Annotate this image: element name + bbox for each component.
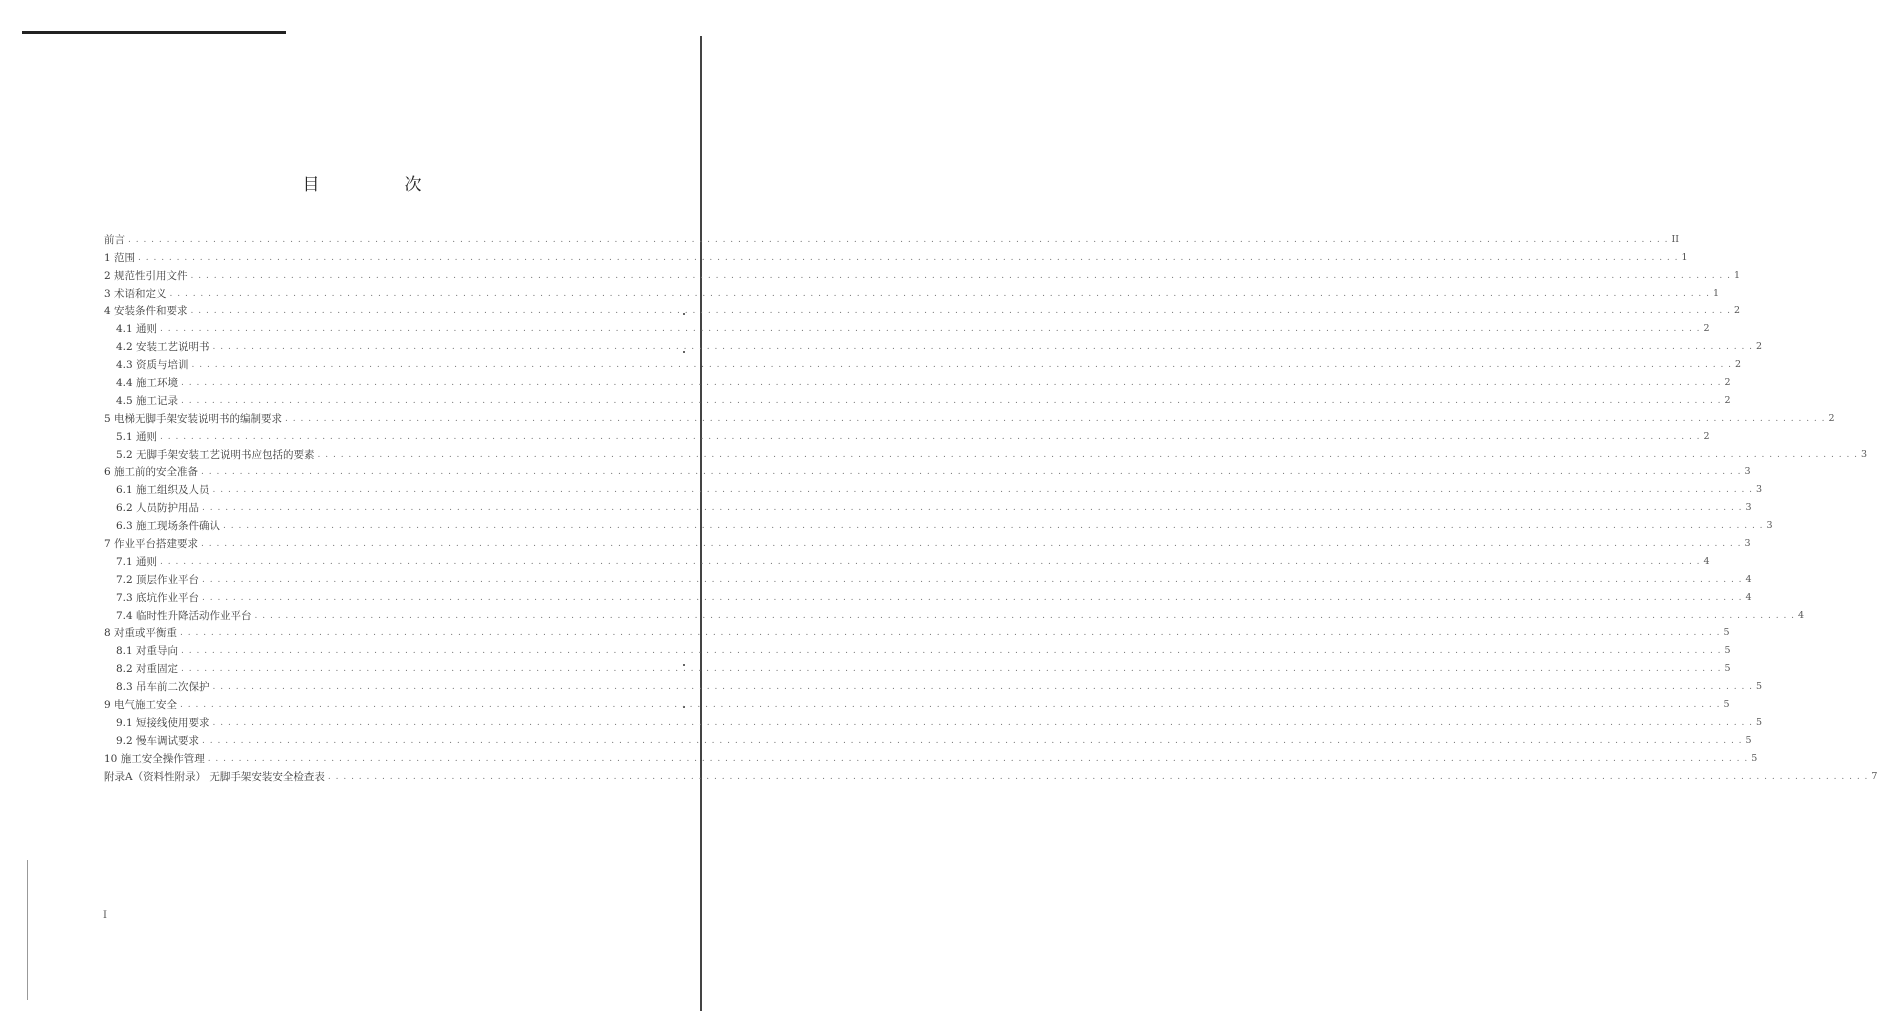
toc-leader-dots: . . . . . . . . . . . . . . . . . . . . . . . . . . . . . . . . . . . . . . . . . . . . . . . . . . . . . . . . . . . . . . . . . . . . . . . . . . . . . . . . . . . . . . . . . . . . . . . . . . . . . . . . . . . . . . . . . . . . . . . . . . . . . . . . . . . . . . . . . . . . . . . . . . . . . . . . . . . . . . . . . . . . . . . . . . . . . . . . . . . . . . . . . . . . . . . . . . . . . . . .	[212, 717, 1754, 728]
toc-entry[interactable]	[104, 264, 1741, 282]
toc-leader-dots: . . . . . . . . . . . . . . . . . . . . . . . . . . . . . . . . . . . . . . . . . . . . . . . . . . . . . . . . . . . . . . . . . . . . . . . . . . . . . . . . . . . . . . . . . . . . . . . . . . . . . . . . . . . . . . . . . . . . . . . . . . . . . . . . . . . . . . . . . . . . . . . . . . . . . . . . . . . . . . . . . . . . . . . . . . . . . . . . . . . . . . . . . . . . . . . . . . . . . . . .	[212, 342, 1754, 353]
toc-entry-label: 7.2 顶层作业平台	[116, 573, 200, 586]
toc-entry[interactable]	[104, 765, 1877, 783]
toc-entry-page: 5	[1745, 734, 1752, 746]
toc-entry-label: 8.3 吊车前二次保护	[116, 681, 210, 694]
toc-entry-label: 4.1 通则	[116, 323, 158, 336]
toc-leader-dots: . . . . . . . . . . . . . . . . . . . . . . . . . . . . . . . . . . . . . . . . . . . . . . . . . . . . . . . . . . . . . . . . . . . . . . . . . . . . . . . . . . . . . . . . . . . . . . . . . . . . . . . . . . . . . . . . . . . . . . . . . . . . . . . . . . . . . . . . . . . . . . . . . . . . . . . . . . . . . . . . . . . . . . . . . . . . . . . . . . . . . . . . . . . . . . . . . . . . . . . .	[212, 682, 1754, 693]
toc-entry-page: 4	[1745, 591, 1752, 603]
toc-entry[interactable]	[104, 693, 1730, 712]
toc-entry[interactable]	[104, 586, 1752, 604]
toc-entry-page: 1	[1681, 251, 1688, 263]
toc-entry-page: 2	[1756, 341, 1763, 353]
toc-leader-dots: . . . . . . . . . . . . . . . . . . . . . . . . . . . . . . . . . . . . . . . . . . . . . . . . . . . . . . . . . . . . . . . . . . . . . . . . . . . . . . . . . . . . . . . . . . . . . . . . . . . . . . . . . . . . . . . . . . . . . . . . . . . . . . . . . . . . . . . . . . . . . . . . . . . . . . . . . . . . . . . . . . . . . . . . . . . . . . . . . . . . . . . . . . . . . . . . . . . . . . . .	[212, 485, 1754, 496]
toc-entry-label: 4.4 施工环境	[116, 377, 179, 390]
toc-entry-page: 3	[1861, 448, 1868, 460]
toc-entry-page: 5	[1756, 681, 1763, 693]
toc-leader-dots: . . . . . . . . . . . . . . . . . . . . . . . . . . . . . . . . . . . . . . . . . . . . . . . . . . . . . . . . . . . . . . . . . . . . . . . . . . . . . . . . . . . . . . . . . . . . . . . . . . . . . . . . . . . . . . . . . . . . . . . . . . . . . . . . . . . . . . . . . . . . . . . . . . . . . . . . . . . . . . . . . . . . . . . . . . . . . . . . . . . . . . . . . . . . . . . . . . . . . . . .	[202, 735, 1743, 746]
toc-entry[interactable]	[104, 514, 1773, 533]
toc-entry-page: 2	[1724, 394, 1731, 406]
toc-leader-dots: . . . . . . . . . . . . . . . . . . . . . . . . . . . . . . . . . . . . . . . . . . . . . . . . . . . . . . . . . . . . . . . . . . . . . . . . . . . . . . . . . . . . . . . . . . . . . . . . . . . . . . . . . . . . . . . . . . . . . . . . . . . . . . . . . . . . . . . . . . . . . . . . . . . . . . . . . . . . . . . . . . . . . . . . . . . . . . . . . . . . . . . . . . . . . . . . . . . . . . . .	[181, 378, 1722, 389]
toc-entry-page: 5	[1751, 752, 1758, 764]
toc-entry-page: 3	[1744, 466, 1751, 478]
toc-leader-dots: . . . . . . . . . . . . . . . . . . . . . . . . . . . . . . . . . . . . . . . . . . . . . . . . . . . . . . . . . . . . . . . . . . . . . . . . . . . . . . . . . . . . . . . . . . . . . . . . . . . . . . . . . . . . . . . . . . . . . . . . . . . . . . . . . . . . . . . . . . . . . . . . . . . . . . . . . . . . . . . . . . . . . . . . . . . . . . . . . . . . . . . . . . . . . . . . . . . . . . . .	[169, 288, 1711, 299]
toc-entry[interactable]	[104, 711, 1763, 729]
toc-leader-dots: . . . . . . . . . . . . . . . . . . . . . . . . . . . . . . . . . . . . . . . . . . . . . . . . . . . . . . . . . . . . . . . . . . . . . . . . . . . . . . . . . . . . . . . . . . . . . . . . . . . . . . . . . . . . . . . . . . . . . . . . . . . . . . . . . . . . . . . . . . . . . . . . . . . . . . . . . . . . . . . . . . . . . . . . . . . . . . . . . . . . . . . . . . . . . . . . . . . . . . . .	[160, 324, 1701, 335]
toc-entry-page: 2	[1828, 412, 1835, 424]
toc-entry[interactable]	[104, 353, 1742, 372]
toc-entry-label: 8.2 对重固定	[116, 663, 179, 676]
toc-leader-dots: . . . . . . . . . . . . . . . . . . . . . . . . . . . . . . . . . . . . . . . . . . . . . . . . . . . . . . . . . . . . . . . . . . . . . . . . . . . . . . . . . . . . . . . . . . . . . . . . . . . . . . . . . . . . . . . . . . . . . . . . . . . . . . . . . . . . . . . . . . . . . . . . . . . . . . . . . . . . . . . . . . . . . . . . . . . . . . . . . . . . . . . . . . . . . . . . . . . . . . . .	[181, 395, 1722, 406]
toc-entry-label: 2 规范性引用文件	[104, 269, 188, 282]
toc-entry-page: 4	[1798, 609, 1805, 621]
toc-entry-page: 5	[1723, 699, 1730, 711]
toc-entry-label: 9.1 短接线使用要求	[116, 716, 210, 729]
page-title: 目 次	[302, 175, 456, 195]
toc-leader-dots: . . . . . . . . . . . . . . . . . . . . . . . . . . . . . . . . . . . . . . . . . . . . . . . . . . . . . . . . . . . . . . . . . . . . . . . . . . . . . . . . . . . . . . . . . . . . . . . . . . . . . . . . . . . . . . . . . . . . . . . . . . . . . . . . . . . . . . . . . . . . . . . . . . . . . . . . . . . . . . . . . . . . . . . . . . . . . . . . . . . . . . . . . . . . . . . . . . . . . . . .	[317, 449, 1859, 460]
toc-entry[interactable]	[104, 496, 1752, 515]
toc-entry-label: 7 作业平台搭建要求	[104, 538, 199, 551]
toc-entry-label: 1 范围	[104, 251, 136, 264]
toc-entry[interactable]	[104, 407, 1835, 425]
toc-entry-page: 4	[1703, 555, 1710, 567]
toc-leader-dots: . . . . . . . . . . . . . . . . . . . . . . . . . . . . . . . . . . . . . . . . . . . . . . . . . . . . . . . . . . . . . . . . . . . . . . . . . . . . . . . . . . . . . . . . . . . . . . . . . . . . . . . . . . . . . . . . . . . . . . . . . . . . . . . . . . . . . . . . . . . . . . . . . . . . . . . . . . . . . . . . . . . . . . . . . . . . . . . . . . . . . . . . . . . . . . . . . . . . . . . .	[201, 539, 1742, 550]
toc-entry[interactable]	[104, 335, 1763, 354]
toc-entry-page: 5	[1723, 627, 1730, 639]
toc-leader-dots: . . . . . . . . . . . . . . . . . . . . . . . . . . . . . . . . . . . . . . . . . . . . . . . . . . . . . . . . . . . . . . . . . . . . . . . . . . . . . . . . . . . . . . . . . . . . . . . . . . . . . . . . . . . . . . . . . . . . . . . . . . . . . . . . . . . . . . . . . . . . . . . . . . . . . . . . . . . . . . . . . . . . . . . . . . . . . . . . . . . . . . . . . . . . . . . . . . . . . . . .	[138, 252, 1679, 263]
toc-entry-label: 6.2 人员防护用品	[116, 502, 200, 515]
toc-entry-label: 4 安装条件和要求	[104, 305, 188, 318]
toc-entry[interactable]	[104, 300, 1741, 318]
toc-entry-label: 6.3 施工现场条件确认	[116, 520, 221, 533]
toc-entry[interactable]	[104, 604, 1805, 622]
toc-entry[interactable]	[104, 425, 1710, 443]
toc-leader-dots: . . . . . . . . . . . . . . . . . . . . . . . . . . . . . . . . . . . . . . . . . . . . . . . . . . . . . . . . . . . . . . . . . . . . . . . . . . . . . . . . . . . . . . . . . . . . . . . . . . . . . . . . . . . . . . . . . . . . . . . . . . . . . . . . . . . . . . . . . . . . . . . . . . . . . . . . . . . . . . . . . . . . . . . . . . . . . . . . . . . . . . . . . . . . . . . . . . . . . . . .	[285, 413, 1826, 424]
toc-entry-label: 7.1 通则	[116, 555, 158, 568]
toc-entry-page: 5	[1724, 663, 1731, 675]
toc-entry-page: 4	[1745, 573, 1752, 585]
toc-entry-label: 附录A（资料性附录） 无脚手架安装安全检查表	[104, 770, 325, 783]
toc-leader-dots: . . . . . . . . . . . . . . . . . . . . . . . . . . . . . . . . . . . . . . . . . . . . . . . . . . . . . . . . . . . . . . . . . . . . . . . . . . . . . . . . . . . . . . . . . . . . . . . . . . . . . . . . . . . . . . . . . . . . . . . . . . . . . . . . . . . . . . . . . . . . . . . . . . . . . . . . . . . . . . . . . . . . . . . . . . . . . . . . . . . . . . . . . . . . . . . . . . . . . . . .	[190, 270, 1732, 281]
toc-entry-label: 6 施工前的安全准备	[104, 466, 199, 479]
toc-entry-page: 3	[1756, 484, 1763, 496]
toc-leader-dots: . . . . . . . . . . . . . . . . . . . . . . . . . . . . . . . . . . . . . . . . . . . . . . . . . . . . . . . . . . . . . . . . . . . . . . . . . . . . . . . . . . . . . . . . . . . . . . . . . . . . . . . . . . . . . . . . . . . . . . . . . . . . . . . . . . . . . . . . . . . . . . . . . . . . . . . . . . . . . . . . . . . . . . . . . . . . . . . . . . . . . . . . . . . . . . . . . . . . . . . .	[190, 306, 1732, 317]
toc-leader-dots: . . . . . . . . . . . . . . . . . . . . . . . . . . . . . . . . . . . . . . . . . . . . . . . . . . . . . . . . . . . . . . . . . . . . . . . . . . . . . . . . . . . . . . . . . . . . . . . . . . . . . . . . . . . . . . . . . . . . . . . . . . . . . . . . . . . . . . . . . . . . . . . . . . . . . . . . . . . . . . . . . . . . . . . . . . . . . . . . . . . . . . . . . . . . . . . . . . . . . . . .	[202, 592, 1743, 603]
toc-entry-page: 2	[1703, 323, 1710, 335]
page-number: I	[103, 910, 107, 921]
toc-entry[interactable]	[104, 729, 1752, 747]
toc-entry-page: 7	[1871, 770, 1877, 782]
toc-entry-label: 4.2 安装工艺说明书	[116, 341, 210, 354]
toc-entry-label: 7.4 临时性升降活动作业平台	[116, 609, 252, 622]
toc-entry-label: 4.3 资质与培训	[116, 359, 189, 372]
toc-entry-page: 2	[1724, 377, 1731, 389]
toc-entry-label: 5.1 通则	[116, 430, 158, 443]
toc-entry-label: 8 对重或平衡重	[104, 627, 178, 640]
toc-leader-dots: . . . . . . . . . . . . . . . . . . . . . . . . . . . . . . . . . . . . . . . . . . . . . . . . . . . . . . . . . . . . . . . . . . . . . . . . . . . . . . . . . . . . . . . . . . . . . . . . . . . . . . . . . . . . . . . . . . . . . . . . . . . . . . . . . . . . . . . . . . . . . . . . . . . . . . . . . . . . . . . . . . . . . . . . . . . . . . . . . . . . . . . . . . . . . . . . . . . . . . . .	[180, 700, 1721, 711]
toc-entry-page: II	[1671, 233, 1679, 245]
toc-leader-dots: . . . . . . . . . . . . . . . . . . . . . . . . . . . . . . . . . . . . . . . . . . . . . . . . . . . . . . . . . . . . . . . . . . . . . . . . . . . . . . . . . . . . . . . . . . . . . . . . . . . . . . . . . . . . . . . . . . . . . . . . . . . . . . . . . . . . . . . . . . . . . . . . . . . . . . . . . . . . . . . . . . . . . . . . . . . . . . . . . . . . . . . . . . . . . . . . . . . . . . . .	[180, 628, 1721, 639]
top-rule	[22, 31, 286, 34]
toc-entry-page: 1	[1713, 287, 1720, 299]
toc-entry-label: 6.1 施工组织及人员	[116, 484, 210, 497]
toc-leader-dots: . . . . . . . . . . . . . . . . . . . . . . . . . . . . . . . . . . . . . . . . . . . . . . . . . . . . . . . . . . . . . . . . . . . . . . . . . . . . . . . . . . . . . . . . . . . . . . . . . . . . . . . . . . . . . . . . . . . . . . . . . . . . . . . . . . . . . . . . . . . . . . . . . . . . . . . . . . . . . . . . . . . . . . . . . . . . . . . . . . . . . . . . . . . . . . . . . . . . . . . .	[202, 574, 1743, 585]
toc-leader-dots: . . . . . . . . . . . . . . . . . . . . . . . . . . . . . . . . . . . . . . . . . . . . . . . . . . . . . . . . . . . . . . . . . . . . . . . . . . . . . . . . . . . . . . . . . . . . . . . . . . . . . . . . . . . . . . . . . . . . . . . . . . . . . . . . . . . . . . . . . . . . . . . . . . . . . . . . . . . . . . . . . . . . . . . . . . . . . . . . . . . . . . . . . . . . . . . . . . . . . . . .	[191, 360, 1733, 371]
toc-entry-page: 1	[1734, 269, 1741, 281]
toc-leader-dots: . . . . . . . . . . . . . . . . . . . . . . . . . . . . . . . . . . . . . . . . . . . . . . . . . . . . . . . . . . . . . . . . . . . . . . . . . . . . . . . . . . . . . . . . . . . . . . . . . . . . . . . . . . . . . . . . . . . . . . . . . . . . . . . . . . . . . . . . . . . . . . . . . . . . . . . . . . . . . . . . . . . . . . . . . . . . . . . . . . . . . . . . . . . . . . . . . . . . . . . .	[201, 467, 1742, 478]
toc-entry[interactable]	[104, 532, 1751, 551]
left-margin-rule	[27, 860, 28, 1000]
toc-leader-dots: . . . . . . . . . . . . . . . . . . . . . . . . . . . . . . . . . . . . . . . . . . . . . . . . . . . . . . . . . . . . . . . . . . . . . . . . . . . . . . . . . . . . . . . . . . . . . . . . . . . . . . . . . . . . . . . . . . . . . . . . . . . . . . . . . . . . . . . . . . . . . . . . . . . . . . . . . . . . . . . . . . . . . . . . . . . . . . . . . . . . . . . . . . . . . . . . . . . . . . . .	[327, 771, 1869, 782]
toc-leader-dots: . . . . . . . . . . . . . . . . . . . . . . . . . . . . . . . . . . . . . . . . . . . . . . . . . . . . . . . . . . . . . . . . . . . . . . . . . . . . . . . . . . . . . . . . . . . . . . . . . . . . . . . . . . . . . . . . . . . . . . . . . . . . . . . . . . . . . . . . . . . . . . . . . . . . . . . . . . . . . . . . . . . . . . . . . . . . . . . . . . . . . . . . . . . . . . . . . . . . . . . .	[128, 234, 1669, 245]
toc-entry[interactable]	[104, 282, 1720, 300]
toc-entry-label: 9.2 慢车调试要求	[116, 734, 200, 747]
toc-entry[interactable]	[104, 317, 1710, 336]
toc-entry[interactable]	[104, 675, 1763, 694]
toc-entry-page: 5	[1756, 716, 1763, 728]
toc-leader-dots: . . . . . . . . . . . . . . . . . . . . . . . . . . . . . . . . . . . . . . . . . . . . . . . . . . . . . . . . . . . . . . . . . . . . . . . . . . . . . . . . . . . . . . . . . . . . . . . . . . . . . . . . . . . . . . . . . . . . . . . . . . . . . . . . . . . . . . . . . . . . . . . . . . . . . . . . . . . . . . . . . . . . . . . . . . . . . . . . . . . . . . . . . . . . . . . . . . . . . . . .	[181, 646, 1722, 657]
toc-leader-dots: . . . . . . . . . . . . . . . . . . . . . . . . . . . . . . . . . . . . . . . . . . . . . . . . . . . . . . . . . . . . . . . . . . . . . . . . . . . . . . . . . . . . . . . . . . . . . . . . . . . . . . . . . . . . . . . . . . . . . . . . . . . . . . . . . . . . . . . . . . . . . . . . . . . . . . . . . . . . . . . . . . . . . . . . . . . . . . . . . . . . . . . . . . . . . . . . . . . . . . . .	[207, 753, 1749, 764]
toc-entry[interactable]	[104, 639, 1731, 658]
table-of-contents	[104, 228, 1877, 783]
toc-leader-dots: . . . . . . . . . . . . . . . . . . . . . . . . . . . . . . . . . . . . . . . . . . . . . . . . . . . . . . . . . . . . . . . . . . . . . . . . . . . . . . . . . . . . . . . . . . . . . . . . . . . . . . . . . . . . . . . . . . . . . . . . . . . . . . . . . . . . . . . . . . . . . . . . . . . . . . . . . . . . . . . . . . . . . . . . . . . . . . . . . . . . . . . . . . . . . . . . . . . . . . . .	[202, 503, 1743, 514]
toc-leader-dots: . . . . . . . . . . . . . . . . . . . . . . . . . . . . . . . . . . . . . . . . . . . . . . . . . . . . . . . . . . . . . . . . . . . . . . . . . . . . . . . . . . . . . . . . . . . . . . . . . . . . . . . . . . . . . . . . . . . . . . . . . . . . . . . . . . . . . . . . . . . . . . . . . . . . . . . . . . . . . . . . . . . . . . . . . . . . . . . . . . . . . . . . . . . . . . . . . . . . . . . .	[254, 610, 1796, 621]
toc-entry[interactable]	[104, 568, 1752, 586]
toc-entry-label: 9 电气施工安全	[104, 699, 178, 712]
toc-entry[interactable]	[104, 461, 1751, 479]
toc-entry-label: 8.1 对重导向	[116, 645, 179, 658]
toc-entry[interactable]	[104, 657, 1731, 676]
toc-entry-label: 前言	[104, 233, 125, 246]
toc-leader-dots: . . . . . . . . . . . . . . . . . . . . . . . . . . . . . . . . . . . . . . . . . . . . . . . . . . . . . . . . . . . . . . . . . . . . . . . . . . . . . . . . . . . . . . . . . . . . . . . . . . . . . . . . . . . . . . . . . . . . . . . . . . . . . . . . . . . . . . . . . . . . . . . . . . . . . . . . . . . . . . . . . . . . . . . . . . . . . . . . . . . . . . . . . . . . . . . . . . . . . . . .	[160, 431, 1701, 442]
toc-entry-page: 3	[1744, 538, 1751, 550]
toc-entry-page: 2	[1703, 430, 1710, 442]
toc-entry-page: 3	[1766, 520, 1773, 532]
toc-leader-dots: . . . . . . . . . . . . . . . . . . . . . . . . . . . . . . . . . . . . . . . . . . . . . . . . . . . . . . . . . . . . . . . . . . . . . . . . . . . . . . . . . . . . . . . . . . . . . . . . . . . . . . . . . . . . . . . . . . . . . . . . . . . . . . . . . . . . . . . . . . . . . . . . . . . . . . . . . . . . . . . . . . . . . . . . . . . . . . . . . . . . . . . . . . . . . . . . . . . . . . . .	[223, 521, 1764, 532]
toc-entry[interactable]	[104, 389, 1731, 407]
toc-entry[interactable]	[104, 246, 1688, 264]
toc-entry-page: 2	[1734, 305, 1741, 317]
toc-entry[interactable]	[104, 550, 1710, 568]
toc-entry-label: 5.2 无脚手架安装工艺说明书应包括的要素	[116, 448, 315, 461]
toc-entry-label: 7.3 底坑作业平台	[116, 591, 200, 604]
toc-entry[interactable]	[104, 478, 1763, 497]
toc-entry[interactable]	[104, 228, 1679, 246]
toc-entry[interactable]	[104, 443, 1868, 461]
toc-entry[interactable]	[104, 747, 1758, 765]
toc-entry[interactable]	[104, 622, 1730, 640]
toc-entry-label: 4.5 施工记录	[116, 394, 179, 407]
toc-entry-label: 10 施工安全操作管理	[104, 752, 205, 765]
toc-entry-page: 2	[1735, 359, 1742, 371]
toc-entry-page: 5	[1724, 645, 1731, 657]
toc-leader-dots: . . . . . . . . . . . . . . . . . . . . . . . . . . . . . . . . . . . . . . . . . . . . . . . . . . . . . . . . . . . . . . . . . . . . . . . . . . . . . . . . . . . . . . . . . . . . . . . . . . . . . . . . . . . . . . . . . . . . . . . . . . . . . . . . . . . . . . . . . . . . . . . . . . . . . . . . . . . . . . . . . . . . . . . . . . . . . . . . . . . . . . . . . . . . . . . . . . . . . . . .	[160, 556, 1701, 567]
toc-entry-label: 5 电梯无脚手架安装说明书的编制要求	[104, 412, 283, 425]
toc-entry[interactable]	[104, 371, 1731, 390]
toc-leader-dots: . . . . . . . . . . . . . . . . . . . . . . . . . . . . . . . . . . . . . . . . . . . . . . . . . . . . . . . . . . . . . . . . . . . . . . . . . . . . . . . . . . . . . . . . . . . . . . . . . . . . . . . . . . . . . . . . . . . . . . . . . . . . . . . . . . . . . . . . . . . . . . . . . . . . . . . . . . . . . . . . . . . . . . . . . . . . . . . . . . . . . . . . . . . . . . . . . . . . . . . .	[181, 664, 1722, 675]
toc-entry-page: 3	[1745, 502, 1752, 514]
toc-entry-label: 3 术语和定义	[104, 287, 167, 300]
